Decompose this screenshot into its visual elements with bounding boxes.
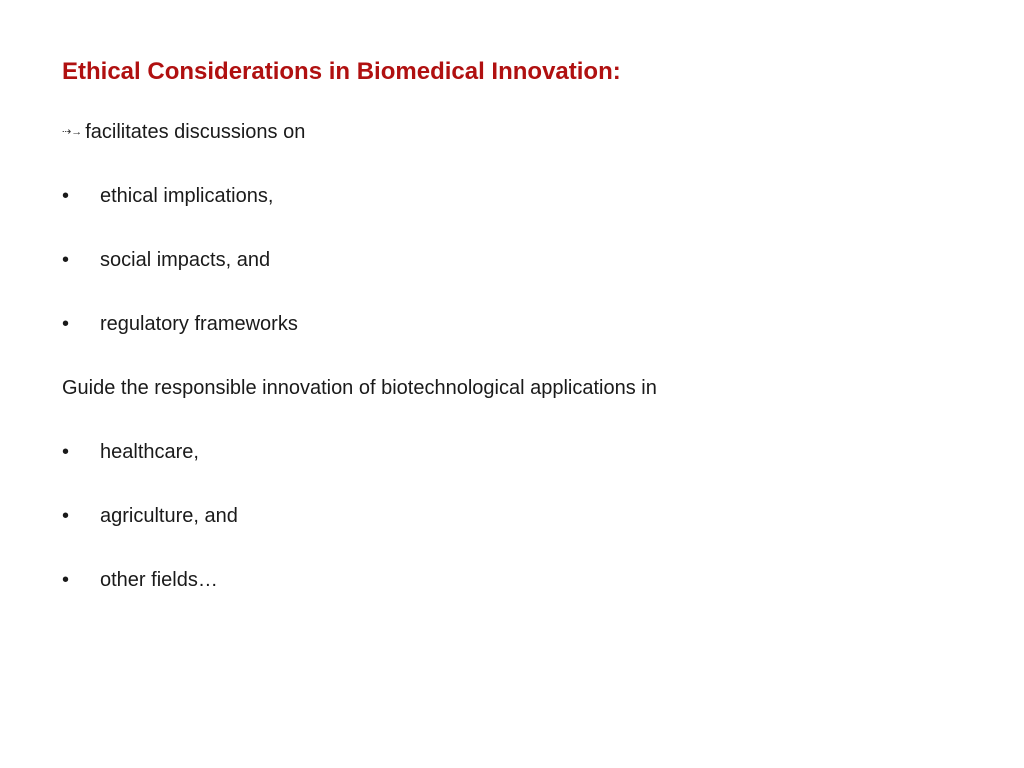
slide-title: Ethical Considerations in Biomedical Innovation:: [62, 58, 621, 85]
list-item-text: other fields…: [100, 569, 218, 591]
list-item: [62, 310, 298, 338]
bullet-icon: •: [62, 441, 70, 463]
bullet-icon: •: [62, 313, 70, 335]
intro-text: facilitates discussions on: [85, 121, 306, 143]
list-item: [62, 502, 238, 530]
list-item-text: healthcare,: [100, 441, 199, 463]
bullet-icon: •: [62, 185, 70, 207]
bullet-icon: •: [62, 505, 70, 527]
list-item-text: social impacts, and: [100, 249, 271, 271]
list-item: [62, 246, 270, 274]
list-item: [62, 438, 199, 466]
list-item-text: regulatory frameworks: [100, 313, 298, 335]
arrow-icon: ⇢→: [62, 125, 83, 138]
bullet-icon: •: [62, 249, 70, 271]
bullet-icon: •: [62, 569, 70, 591]
list-item-text: ethical implications,: [100, 185, 274, 207]
guide-text: Guide the responsible innovation of biotechnological applications in: [62, 377, 657, 399]
list-item-text: agriculture, and: [100, 505, 238, 527]
list-item: [62, 566, 218, 594]
intro-line: [62, 118, 305, 147]
list-item: [62, 182, 273, 210]
